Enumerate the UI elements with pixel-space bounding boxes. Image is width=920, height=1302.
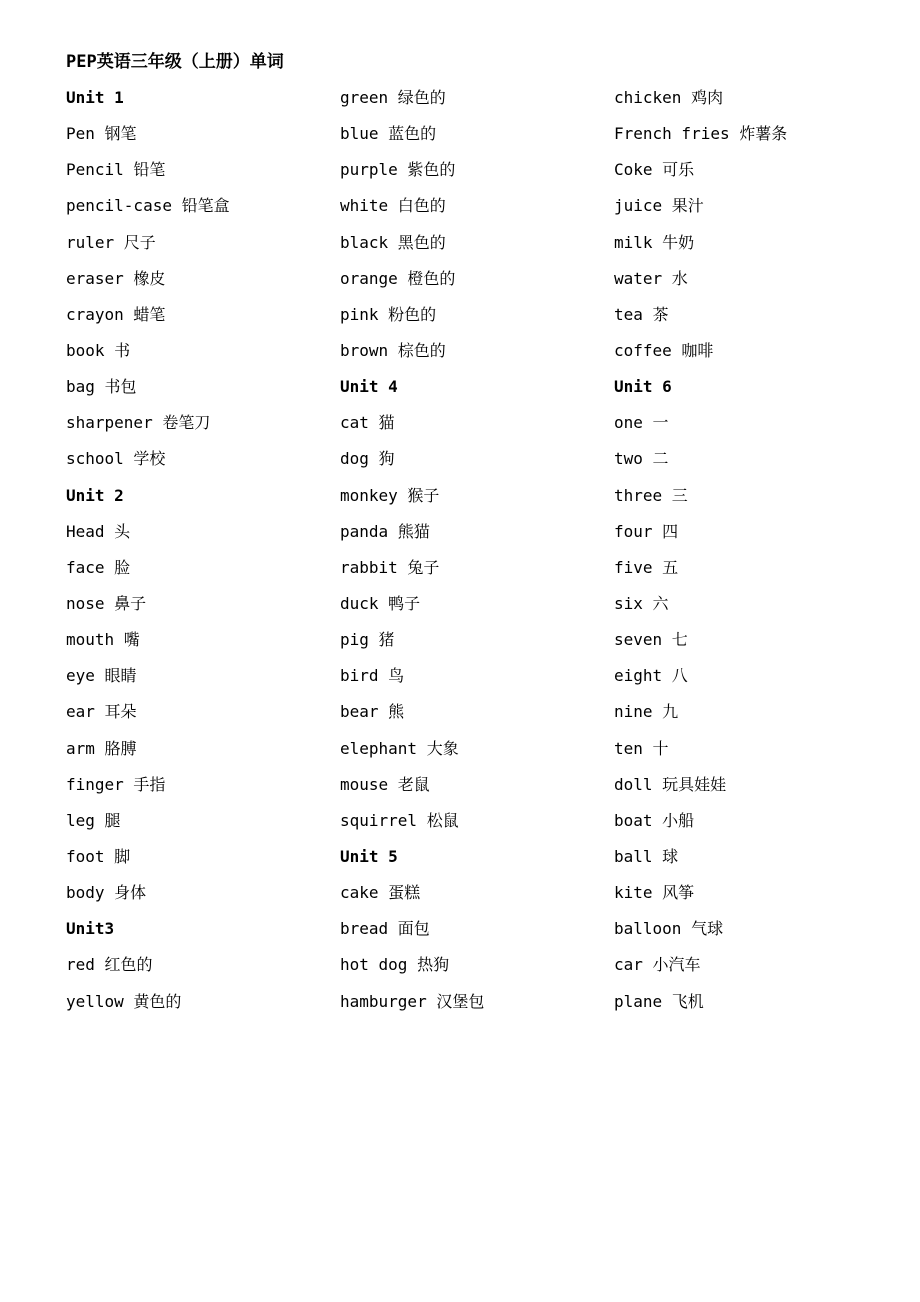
unit-heading: Unit 6 [614, 377, 672, 397]
word-entry: mouth 嘴 [66, 630, 140, 650]
word-entry: kite 风筝 [614, 883, 695, 903]
unit-heading: Unit 5 [340, 846, 398, 866]
word-entry: bag 书包 [66, 377, 137, 397]
word-entry: juice 果汁 [614, 196, 704, 216]
word-entry: four 四 [614, 521, 679, 541]
word-entry: seven 七 [614, 630, 688, 650]
word-column-3 [614, 87, 884, 1027]
word-entry: plane 飞机 [614, 991, 704, 1011]
word-entry: bear 熊 [340, 702, 405, 722]
word-entry: boat 小船 [614, 810, 695, 830]
unit-heading: Unit3 [66, 919, 115, 939]
word-entry: green 绿色的 [340, 88, 446, 107]
word-entry: sharpener 卷笔刀 [66, 413, 211, 433]
word-entry: red 红色的 [66, 955, 153, 975]
word-entry: French fries 炸薯条 [614, 124, 788, 144]
word-entry: pink 粉色的 [340, 304, 437, 324]
word-entry: car 小汽车 [614, 955, 701, 975]
word-entry: mouse 老鼠 [340, 774, 430, 794]
word-entry: hot dog 热狗 [340, 955, 450, 975]
word-entry: pencil-case 铅笔盒 [66, 196, 230, 216]
word-entry: bird 鸟 [340, 666, 405, 686]
word-entry: two 二 [614, 449, 669, 469]
word-entry: ten 十 [614, 738, 669, 758]
word-entry: Pen 钢笔 [66, 124, 137, 144]
word-entry: milk 牛奶 [614, 232, 695, 252]
word-entry: tea 茶 [614, 304, 669, 324]
word-entry: panda 熊猫 [340, 521, 430, 541]
word-entry: pig 猪 [340, 630, 395, 650]
word-entry: monkey 猴子 [340, 485, 440, 505]
word-entry: cake 蛋糕 [340, 883, 421, 903]
word-entry: school 学校 [66, 449, 166, 469]
word-entry: Pencil 铅笔 [66, 160, 166, 180]
word-entry: crayon 蜡笔 [66, 304, 166, 324]
word-entry: Head 头 [66, 521, 131, 541]
word-entry: book 书 [66, 340, 131, 360]
page-title: PEP英语三年级（上册）单词 [66, 52, 284, 72]
word-entry: black 黑色的 [340, 232, 446, 252]
word-column-2 [340, 87, 610, 1027]
word-entry: ear 耳朵 [66, 702, 137, 722]
word-entry: Coke 可乐 [614, 160, 695, 180]
word-entry: yellow 黄色的 [66, 991, 182, 1011]
word-entry: six 六 [614, 593, 669, 613]
word-entry: elephant 大象 [340, 738, 459, 758]
word-entry: purple 紫色的 [340, 160, 456, 180]
word-entry: squirrel 松鼠 [340, 810, 459, 830]
unit-heading: Unit 2 [66, 485, 124, 505]
word-entry: orange 橙色的 [340, 268, 456, 288]
word-entry: ruler 尺子 [66, 232, 156, 252]
word-entry: leg 腿 [66, 810, 121, 830]
word-entry: one 一 [614, 413, 669, 433]
word-entry: five 五 [614, 557, 679, 577]
word-entry: chicken 鸡肉 [614, 88, 724, 107]
word-entry: finger 手指 [66, 774, 166, 794]
word-column-1 [66, 87, 336, 1027]
word-entry: nine 九 [614, 702, 679, 722]
word-entry: arm 胳膊 [66, 738, 137, 758]
word-entry: dog 狗 [340, 449, 395, 469]
word-entry: water 水 [614, 268, 688, 288]
word-entry: body 身体 [66, 883, 147, 903]
word-entry: doll 玩具娃娃 [614, 774, 727, 794]
word-entry: hamburger 汉堡包 [340, 991, 485, 1011]
word-entry: coffee 咖啡 [614, 340, 714, 360]
word-entry: bread 面包 [340, 919, 430, 939]
word-entry: face 脸 [66, 557, 131, 577]
unit-heading: Unit 4 [340, 377, 398, 397]
word-entry: foot 脚 [66, 846, 131, 866]
word-entry: ball 球 [614, 846, 679, 866]
unit-heading: Unit 1 [66, 88, 124, 107]
word-entry: nose 鼻子 [66, 593, 147, 613]
word-entry: duck 鸭子 [340, 593, 421, 613]
word-entry: cat 猫 [340, 413, 395, 433]
word-entry: eraser 橡皮 [66, 268, 166, 288]
word-entry: eight 八 [614, 666, 688, 686]
word-entry: blue 蓝色的 [340, 124, 437, 144]
word-entry: white 白色的 [340, 196, 446, 216]
word-entry: three 三 [614, 485, 688, 505]
word-entry: rabbit 兔子 [340, 557, 440, 577]
word-entry: eye 眼睛 [66, 666, 137, 686]
word-entry: balloon 气球 [614, 919, 724, 939]
word-entry: brown 棕色的 [340, 340, 446, 360]
